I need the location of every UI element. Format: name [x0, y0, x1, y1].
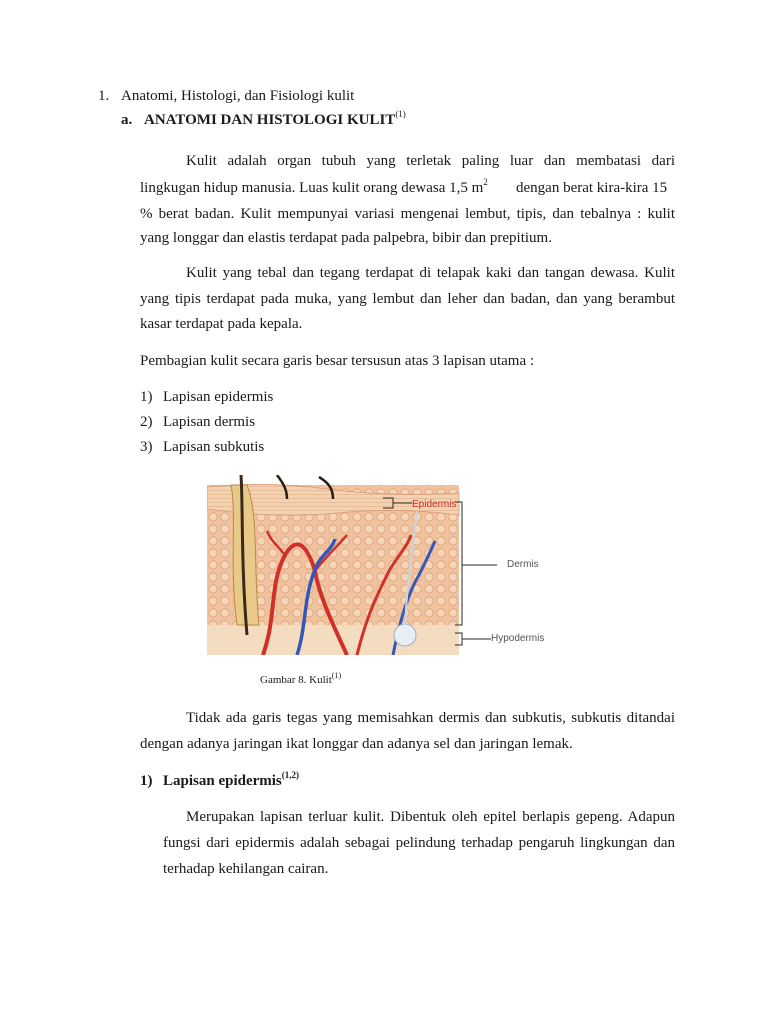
sweat-gland: [394, 624, 416, 646]
para5-line2: fungsi dari epidermis adalah sebagai pelindung terhadap pengaruh lingkungan dan: [163, 835, 675, 851]
layer-2-text: Lapisan dermis: [163, 414, 256, 430]
para1-line2a-text: lingkugan hidup manusia. Luas kulit orang dewasa 1,5 m: [140, 180, 484, 196]
para1-line2b: dengan berat kira-kira 15: [516, 180, 668, 196]
section-1-title: Lapisan epidermis: [163, 773, 282, 789]
para2-line3: kasar terdapat pada kepala.: [140, 316, 303, 332]
heading-2: [144, 111, 406, 129]
para5-line1: Merupakan lapisan terluar kulit. Dibentuk oleh epitel berlapis gepeng. Adapun: [186, 809, 675, 825]
label-epidermis: Epidermis: [412, 499, 457, 510]
heading-2-ref: (1): [395, 109, 406, 119]
heading-1: Anatomi, Histologi, dan Fisiologi kulit: [121, 88, 355, 104]
skin-diagram: [207, 475, 560, 655]
layer-1-text: Lapisan epidermis: [163, 389, 274, 405]
para1-line2a: [140, 179, 488, 197]
label-hypodermis: Hypodermis: [491, 633, 545, 644]
hypodermis-band: [207, 625, 459, 655]
heading-1-number: 1.: [98, 88, 110, 104]
section-1-heading: [163, 772, 299, 790]
layer-3-num: 3): [140, 439, 153, 455]
para1-sup: 2: [483, 177, 488, 187]
layer-3-text: Lapisan subkutis: [163, 439, 265, 455]
layer-1-num: 1): [140, 389, 153, 405]
section-1-num: 1): [140, 773, 153, 789]
para3: Pembagian kulit secara garis besar tersusun atas 3 lapisan utama :: [140, 353, 535, 369]
para4-line1: Tidak ada garis tegas yang memisahkan dermis dan subkutis, subkutis ditandai: [186, 710, 675, 726]
para2-line2: yang tipis terdapat pada muka, yang lembut dan leher dan badan, dan yang berambut: [140, 291, 675, 307]
heading-2-text: ANATOMI DAN HISTOLOGI KULIT: [144, 112, 396, 128]
section-1-ref: (1,2): [281, 770, 300, 780]
caption-ref: (1): [331, 671, 342, 680]
heading-2-letter: a.: [121, 112, 133, 128]
label-dermis: Dermis: [507, 559, 539, 570]
para5-line3: terhadap kehilangan cairan.: [163, 861, 329, 877]
para2-line1: Kulit yang tebal dan tegang terdapat di telapak kaki dan tangan dewasa. Kulit: [186, 265, 675, 281]
layer-2-num: 2): [140, 414, 153, 430]
para1-line3: % berat badan. Kulit mempunyai variasi mengenai lembut, tipis, dan tebalnya : kulit: [140, 206, 675, 222]
figure-caption: [260, 671, 342, 686]
para1-line4: yang longgar dan elastis terdapat pada palpebra, bibir dan prepitium.: [140, 230, 552, 246]
caption-text: Gambar 8. Kulit: [260, 674, 332, 686]
para1-line1: Kulit adalah organ tubuh yang terletak paling luar dan membatasi dari: [186, 153, 675, 169]
para4-line2: dengan adanya jaringan ikat longgar dan adanya sel dan jaringan lemak.: [140, 736, 573, 752]
